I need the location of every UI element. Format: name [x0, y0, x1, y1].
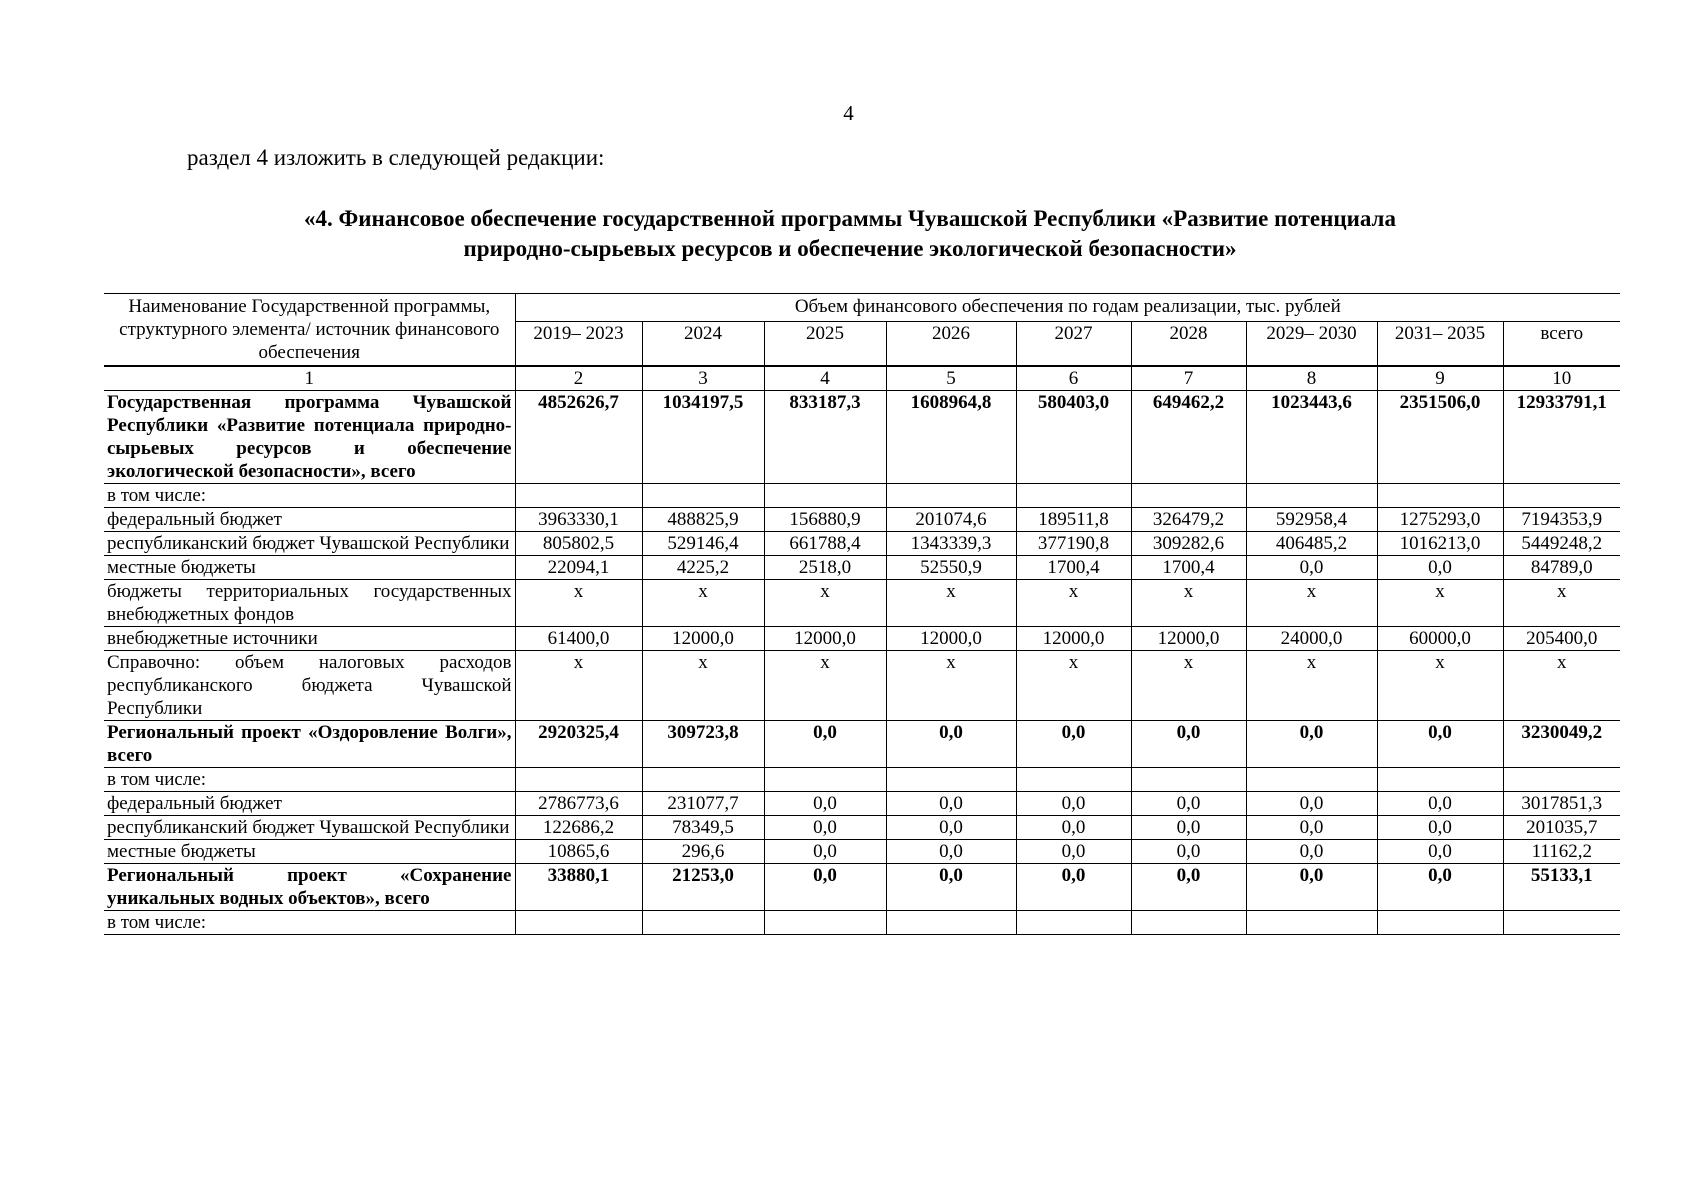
row-value-cell: х: [886, 651, 1016, 721]
row-value-cell: 3230049,2: [1503, 721, 1620, 768]
row-value-cell: х: [1131, 651, 1246, 721]
title-line-1: «4. Финансовое обеспечение государственной программы Чувашской Республики «Развитие потенциала: [304, 206, 1396, 231]
row-value-cell: 5449248,2: [1503, 532, 1620, 556]
header-year-1: 2024: [642, 322, 764, 366]
row-value-cell: 0,0: [1131, 864, 1246, 911]
row-name-cell: республиканский бюджет Чувашской Республики: [104, 532, 515, 556]
row-value-cell: 0,0: [1016, 864, 1131, 911]
row-value-cell: [1131, 484, 1246, 508]
row-value-cell: 2920325,4: [515, 721, 642, 768]
row-value-cell: 61400,0: [515, 627, 642, 651]
row-value-cell: 309282,6: [1131, 532, 1246, 556]
column-numbers-row: [104, 366, 1620, 391]
row-value-cell: х: [1246, 580, 1377, 627]
row-value-cell: 0,0: [1246, 556, 1377, 580]
column-number-5: 5: [886, 366, 1016, 391]
row-value-cell: 0,0: [1016, 816, 1131, 840]
row-value-cell: [1016, 911, 1131, 935]
row-value-cell: [1503, 911, 1620, 935]
row-value-cell: 4852626,7: [515, 391, 642, 484]
row-value-cell: 10865,6: [515, 840, 642, 864]
table-row: [104, 651, 1620, 721]
row-value-cell: 0,0: [1246, 840, 1377, 864]
row-value-cell: х: [1131, 580, 1246, 627]
row-value-cell: 201074,6: [886, 508, 1016, 532]
row-value-cell: 1023443,6: [1246, 391, 1377, 484]
row-value-cell: х: [1503, 580, 1620, 627]
row-value-cell: х: [515, 651, 642, 721]
row-value-cell: 22094,1: [515, 556, 642, 580]
row-name-cell: местные бюджеты: [104, 840, 515, 864]
row-value-cell: [1246, 768, 1377, 792]
row-value-cell: 0,0: [1246, 864, 1377, 911]
document-title: [150, 204, 1550, 264]
column-number-7: 7: [1131, 366, 1246, 391]
row-value-cell: [1016, 484, 1131, 508]
table-row: [104, 816, 1620, 840]
row-value-cell: 11162,2: [1503, 840, 1620, 864]
row-value-cell: 12000,0: [1016, 627, 1131, 651]
row-value-cell: 55133,1: [1503, 864, 1620, 911]
header-row-caption: [104, 294, 1620, 322]
row-value-cell: 1700,4: [1131, 556, 1246, 580]
table-row: [104, 556, 1620, 580]
row-value-cell: [1246, 484, 1377, 508]
header-year-0: 2019– 2023: [515, 322, 642, 366]
row-value-cell: 0,0: [764, 864, 886, 911]
row-value-cell: 0,0: [1377, 864, 1503, 911]
row-value-cell: 12000,0: [764, 627, 886, 651]
row-value-cell: 529146,4: [642, 532, 764, 556]
row-value-cell: 406485,2: [1246, 532, 1377, 556]
row-value-cell: [886, 484, 1016, 508]
header-year-2: 2025: [764, 322, 886, 366]
row-value-cell: [642, 484, 764, 508]
row-value-cell: 2518,0: [764, 556, 886, 580]
row-value-cell: 309723,8: [642, 721, 764, 768]
row-value-cell: 0,0: [1016, 721, 1131, 768]
row-value-cell: 0,0: [1377, 721, 1503, 768]
row-value-cell: х: [764, 651, 886, 721]
row-value-cell: 0,0: [1377, 816, 1503, 840]
table-row: [104, 840, 1620, 864]
row-value-cell: 0,0: [1246, 816, 1377, 840]
row-name-cell: Государственная программа Чувашской Республики «Развитие потенциала природно-сырьевых ресурсов и обеспечение экологической безопасности», всего: [104, 391, 515, 484]
row-value-cell: [764, 911, 886, 935]
row-name-cell: в том числе:: [104, 911, 515, 935]
row-value-cell: 78349,5: [642, 816, 764, 840]
header-name-cell: Наименование Государственной программы, структурного элемента/ источник финансового обеспечения: [104, 294, 515, 367]
row-value-cell: 377190,8: [1016, 532, 1131, 556]
row-value-cell: 24000,0: [1246, 627, 1377, 651]
table-row: [104, 768, 1620, 792]
row-value-cell: 122686,2: [515, 816, 642, 840]
header-year-8: всего: [1503, 322, 1620, 366]
row-value-cell: х: [886, 580, 1016, 627]
row-value-cell: х: [1503, 651, 1620, 721]
table-row: [104, 484, 1620, 508]
page-number: 4: [843, 101, 854, 125]
row-value-cell: [1246, 911, 1377, 935]
row-value-cell: 0,0: [886, 864, 1016, 911]
row-name-cell: Региональный проект «Сохранение уникальных водных объектов», всего: [104, 864, 515, 911]
row-value-cell: [886, 768, 1016, 792]
row-value-cell: 1016213,0: [1377, 532, 1503, 556]
row-value-cell: 231077,7: [642, 792, 764, 816]
row-name-cell: бюджеты территориальных государственных внебюджетных фондов: [104, 580, 515, 627]
row-value-cell: х: [1377, 651, 1503, 721]
row-value-cell: 1034197,5: [642, 391, 764, 484]
table-row: [104, 508, 1620, 532]
table-row: [104, 532, 1620, 556]
row-name-cell: Региональный проект «Оздоровление Волги», всего: [104, 721, 515, 768]
row-name-cell: республиканский бюджет Чувашской Республики: [104, 816, 515, 840]
row-value-cell: 0,0: [1131, 792, 1246, 816]
row-value-cell: [515, 768, 642, 792]
row-value-cell: 488825,9: [642, 508, 764, 532]
row-value-cell: х: [515, 580, 642, 627]
title-line-2: природно-сырьевых ресурсов и обеспечение экологической безопасности»: [463, 236, 1237, 261]
row-value-cell: [642, 768, 764, 792]
row-value-cell: 833187,3: [764, 391, 886, 484]
row-value-cell: 0,0: [1016, 840, 1131, 864]
row-value-cell: 0,0: [886, 816, 1016, 840]
row-value-cell: 0,0: [886, 721, 1016, 768]
row-value-cell: [1503, 768, 1620, 792]
row-value-cell: 2786773,6: [515, 792, 642, 816]
row-value-cell: 0,0: [1131, 816, 1246, 840]
row-value-cell: [1377, 911, 1503, 935]
row-name-cell: местные бюджеты: [104, 556, 515, 580]
row-value-cell: 296,6: [642, 840, 764, 864]
row-name-cell: федеральный бюджет: [104, 792, 515, 816]
table-row: [104, 864, 1620, 911]
row-value-cell: 0,0: [1246, 792, 1377, 816]
column-number-3: 3: [642, 366, 764, 391]
row-value-cell: 0,0: [1377, 556, 1503, 580]
row-value-cell: х: [1246, 651, 1377, 721]
row-value-cell: [1131, 911, 1246, 935]
row-value-cell: 33880,1: [515, 864, 642, 911]
row-value-cell: 12000,0: [886, 627, 1016, 651]
row-value-cell: 0,0: [1246, 721, 1377, 768]
column-number-10: 10: [1503, 366, 1620, 391]
row-value-cell: 3963330,1: [515, 508, 642, 532]
row-value-cell: [1016, 768, 1131, 792]
row-value-cell: [515, 484, 642, 508]
row-value-cell: 205400,0: [1503, 627, 1620, 651]
row-value-cell: 661788,4: [764, 532, 886, 556]
row-value-cell: 0,0: [764, 840, 886, 864]
row-value-cell: 4225,2: [642, 556, 764, 580]
row-value-cell: 12933791,1: [1503, 391, 1620, 484]
column-number-8: 8: [1246, 366, 1377, 391]
row-value-cell: 0,0: [1377, 840, 1503, 864]
table-row: [104, 792, 1620, 816]
row-value-cell: 580403,0: [1016, 391, 1131, 484]
row-name-cell: в том числе:: [104, 768, 515, 792]
row-value-cell: 0,0: [764, 721, 886, 768]
row-name-cell: внебюджетные источники: [104, 627, 515, 651]
header-year-7: 2031– 2035: [1377, 322, 1503, 366]
row-value-cell: [1503, 484, 1620, 508]
row-value-cell: х: [764, 580, 886, 627]
row-value-cell: 0,0: [764, 816, 886, 840]
row-value-cell: 0,0: [886, 792, 1016, 816]
row-value-cell: 189511,8: [1016, 508, 1131, 532]
row-value-cell: х: [1016, 580, 1131, 627]
row-value-cell: [515, 911, 642, 935]
table-row: [104, 580, 1620, 627]
column-number-6: 6: [1016, 366, 1131, 391]
row-value-cell: 84789,0: [1503, 556, 1620, 580]
row-value-cell: [1131, 768, 1246, 792]
row-value-cell: 326479,2: [1131, 508, 1246, 532]
row-value-cell: х: [642, 651, 764, 721]
column-number-4: 4: [764, 366, 886, 391]
row-value-cell: 649462,2: [1131, 391, 1246, 484]
row-value-cell: 0,0: [1131, 721, 1246, 768]
row-value-cell: [1377, 768, 1503, 792]
row-value-cell: 156880,9: [764, 508, 886, 532]
row-value-cell: 1275293,0: [1377, 508, 1503, 532]
row-name-cell: в том числе:: [104, 484, 515, 508]
row-value-cell: 0,0: [1377, 792, 1503, 816]
row-name-cell: федеральный бюджет: [104, 508, 515, 532]
table-row: [104, 391, 1620, 484]
row-value-cell: х: [1016, 651, 1131, 721]
row-value-cell: 12000,0: [1131, 627, 1246, 651]
header-year-4: 2027: [1016, 322, 1131, 366]
row-value-cell: х: [642, 580, 764, 627]
row-value-cell: 21253,0: [642, 864, 764, 911]
row-value-cell: 52550,9: [886, 556, 1016, 580]
row-value-cell: 1608964,8: [886, 391, 1016, 484]
table-row: [104, 721, 1620, 768]
financing-table: [104, 293, 1620, 935]
column-number-9: 9: [1377, 366, 1503, 391]
column-number-2: 2: [515, 366, 642, 391]
header-year-6: 2029– 2030: [1246, 322, 1377, 366]
row-value-cell: 0,0: [764, 792, 886, 816]
row-value-cell: 201035,7: [1503, 816, 1620, 840]
header-caption-cell: Объем финансового обеспечения по годам реализации, тыс. рублей: [515, 294, 1620, 322]
row-value-cell: [764, 484, 886, 508]
row-value-cell: 12000,0: [642, 627, 764, 651]
header-year-3: 2026: [886, 322, 1016, 366]
header-year-5: 2028: [1131, 322, 1246, 366]
row-name-cell: Справочно: объем налоговых расходов республиканского бюджета Чувашской Республики: [104, 651, 515, 721]
row-value-cell: 60000,0: [1377, 627, 1503, 651]
row-value-cell: х: [1377, 580, 1503, 627]
row-value-cell: 3017851,3: [1503, 792, 1620, 816]
column-number-1: 1: [104, 366, 515, 391]
table-row: [104, 627, 1620, 651]
row-value-cell: 2351506,0: [1377, 391, 1503, 484]
row-value-cell: 592958,4: [1246, 508, 1377, 532]
intro-text: раздел 4 изложить в следующей редакции:: [187, 145, 605, 170]
row-value-cell: 1700,4: [1016, 556, 1131, 580]
row-value-cell: [886, 911, 1016, 935]
row-value-cell: 805802,5: [515, 532, 642, 556]
row-value-cell: 0,0: [1131, 840, 1246, 864]
row-value-cell: 0,0: [886, 840, 1016, 864]
row-value-cell: [1377, 484, 1503, 508]
row-value-cell: 7194353,9: [1503, 508, 1620, 532]
row-value-cell: [642, 911, 764, 935]
row-value-cell: 1343339,3: [886, 532, 1016, 556]
row-value-cell: [764, 768, 886, 792]
row-value-cell: 0,0: [1016, 792, 1131, 816]
table-row: [104, 911, 1620, 935]
